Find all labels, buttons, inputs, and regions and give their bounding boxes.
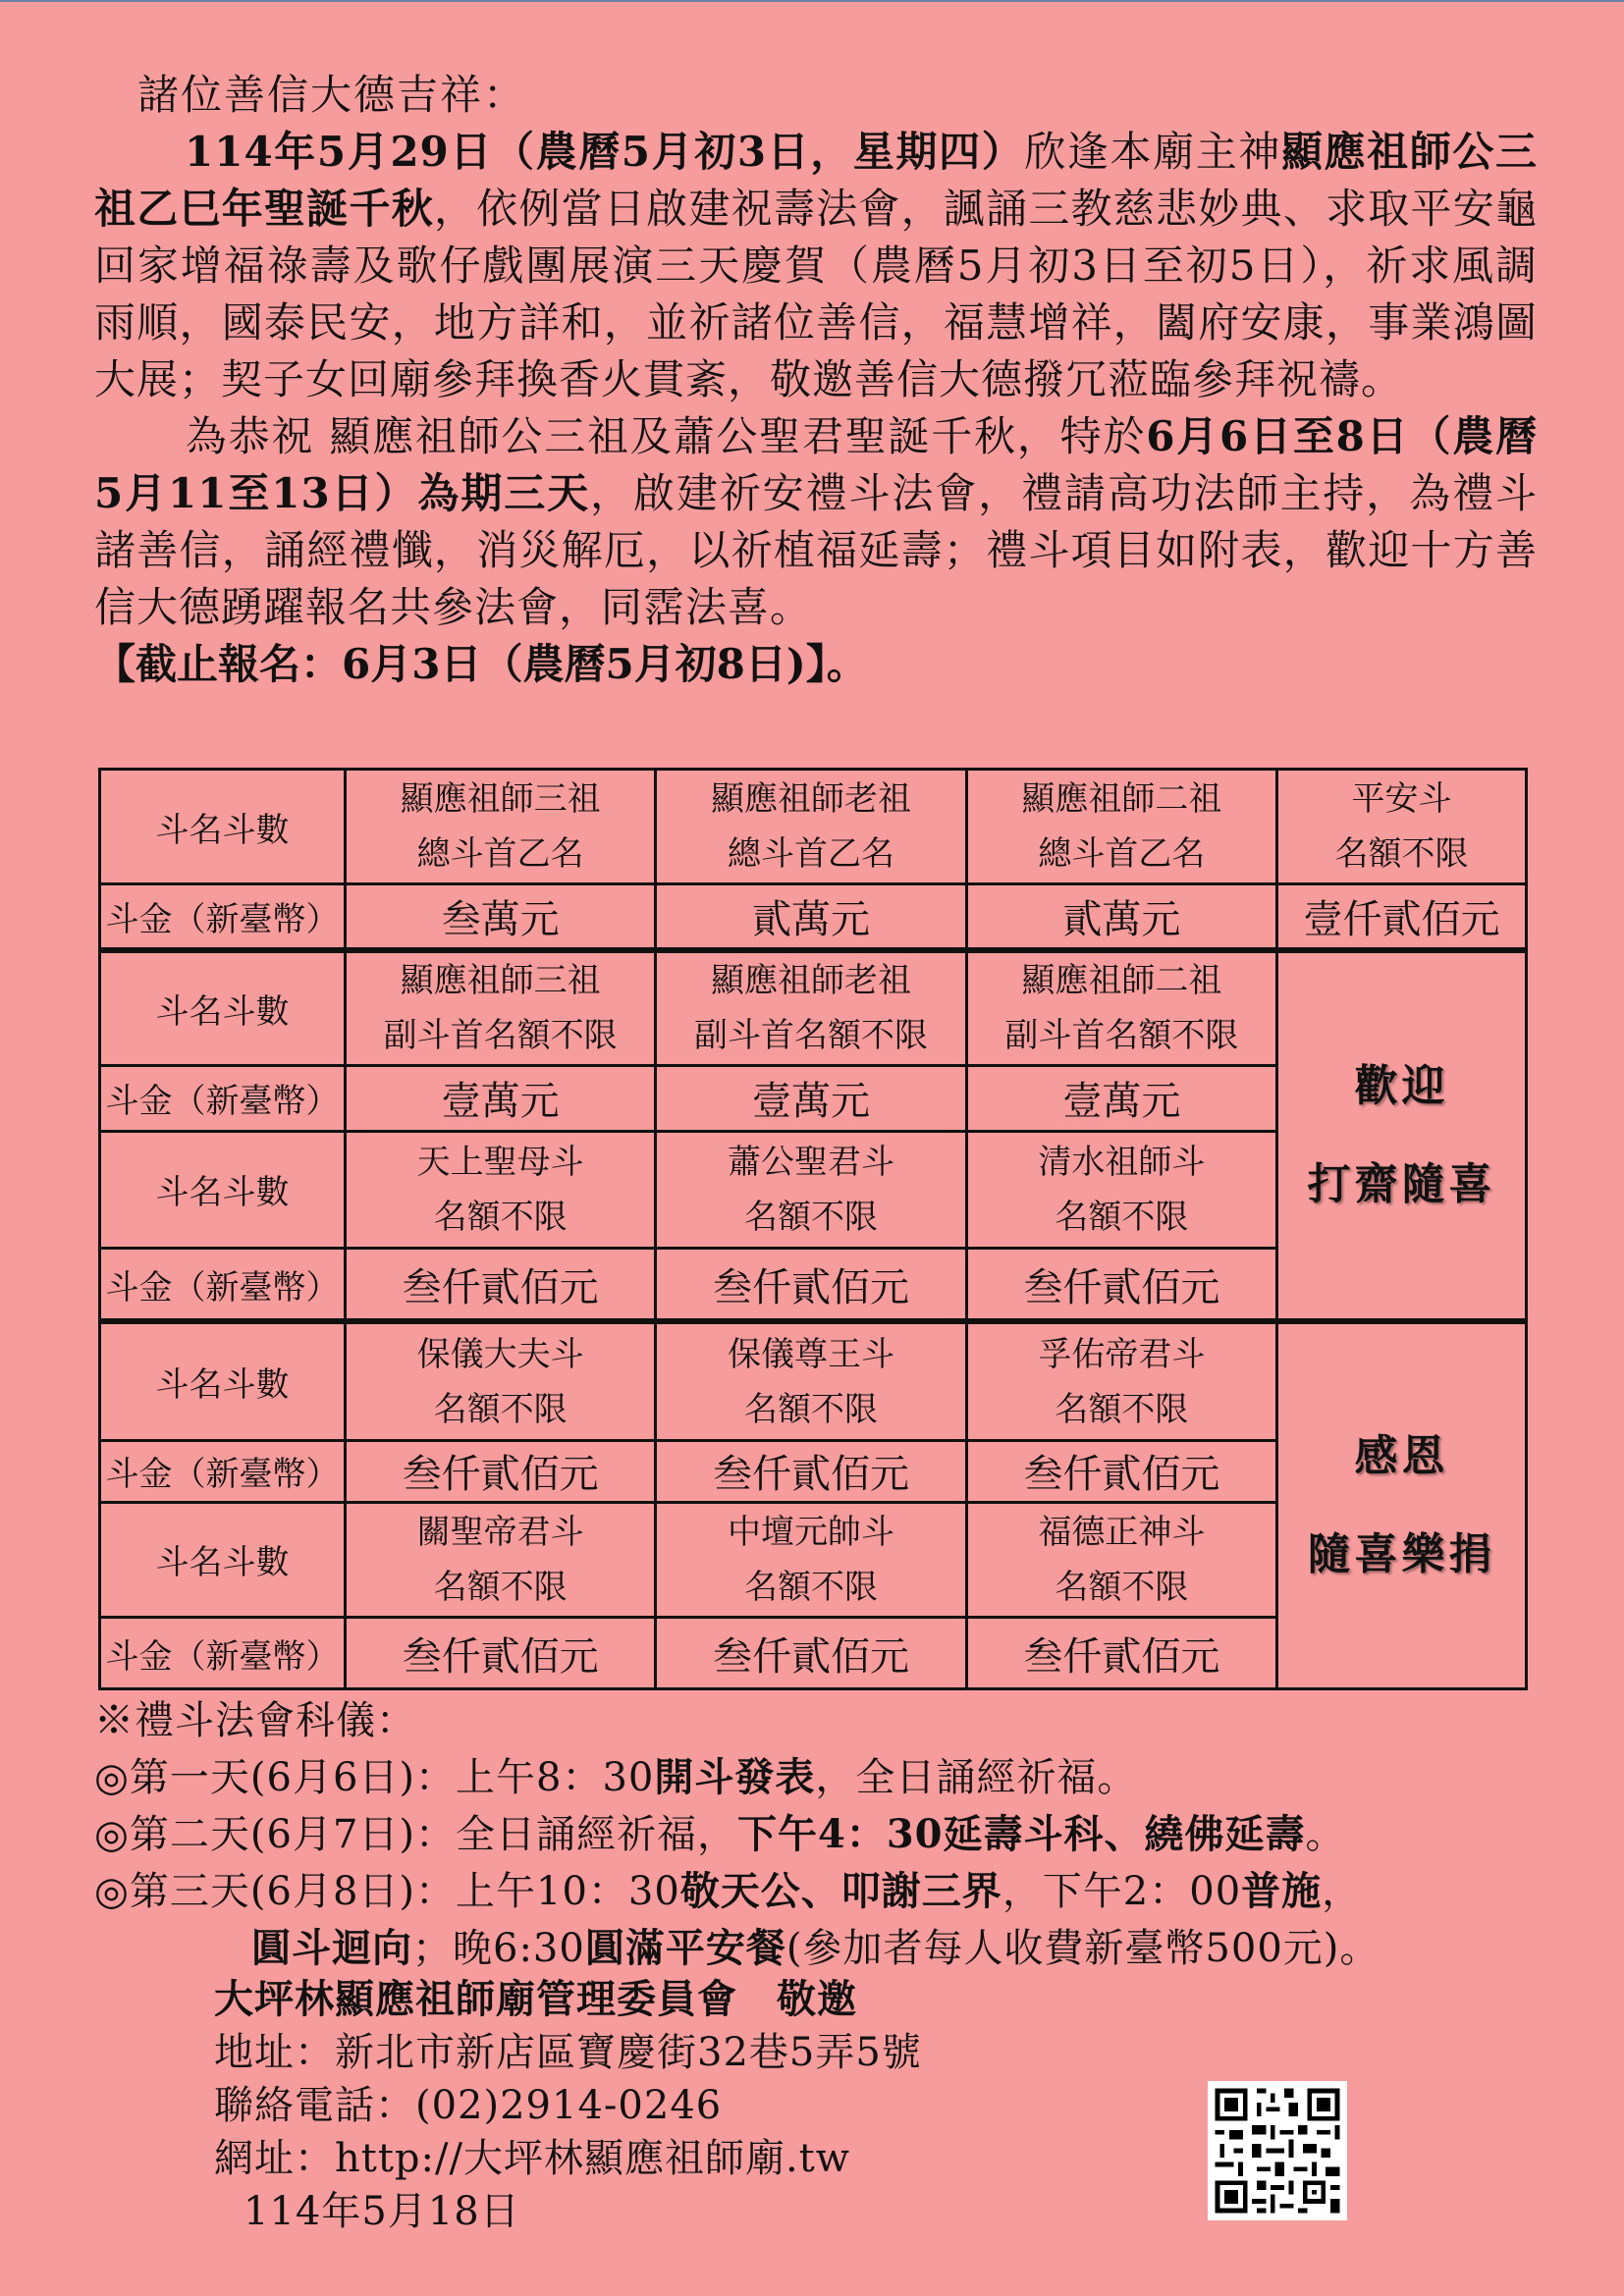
dou-fee: 叁仟貳佰元 [966,1441,1276,1503]
dou-fee: 貳萬元 [966,884,1276,950]
schedule-day3-cont: 圓斗迴向；晚6:30圓滿平安餐(參加者每人收費新臺幣500元)。 [251,1925,1380,1971]
table-row [100,1321,1527,1440]
top-border-line [0,0,1624,2]
organizer: 大坪林顯應祖師廟管理委員會 敬邀 [214,1976,857,2022]
dou-name: 蕭公聖君斗 名額不限 [656,1131,966,1248]
dou-name: 顯應祖師三祖 副斗首名額不限 [346,950,656,1066]
label-fee: 斗金（新臺幣） [100,884,346,950]
side-note-welcome: 歡迎 打齋隨喜 [1277,950,1527,1322]
greeting: 諸位善信大德吉祥： [137,71,527,119]
dou-name: 中壇元帥斗 名額不限 [656,1502,966,1617]
schedule-title: ※禮斗法會科儀： [94,1698,416,1743]
schedule-day2: ◎第二天(6月7日)：全日誦經祈福，下午4：30延壽斗科、繞佛延壽。 [94,1811,1346,1857]
dou-fee: 叁仟貳佰元 [346,1618,656,1689]
dou-fee: 壹萬元 [966,1065,1276,1131]
label-name: 斗名斗數 [100,950,346,1066]
table-row [100,770,1527,884]
dou-fee: 貳萬元 [656,884,966,950]
label-name: 斗名斗數 [100,1502,346,1617]
phone: 聯絡電話：(02)2914-0246 [214,2083,723,2128]
label-name: 斗名斗數 [100,1131,346,1248]
dou-fee-table [98,768,1528,1690]
website[interactable]: 網址：http://大坪林顯應祖師廟.tw [214,2136,850,2181]
dou-fee: 壹萬元 [346,1065,656,1131]
dou-fee: 叁仟貳佰元 [966,1618,1276,1689]
dou-name: 保儀大夫斗 名額不限 [346,1321,656,1440]
paragraph-ritual [94,408,1538,636]
paragraph-festival [94,124,1538,408]
dou-name: 保儀尊王斗 名額不限 [656,1321,966,1440]
ritual-schedule [94,1693,1547,1977]
label-fee: 斗金（新臺幣） [100,1618,346,1689]
label-fee: 斗金（新臺幣） [100,1441,346,1503]
dou-fee: 叁仟貳佰元 [346,1441,656,1503]
dou-name: 平安斗 名額不限 [1277,770,1527,884]
side-note-thanks: 感恩 隨喜樂捐 [1277,1321,1527,1688]
notice-body [94,67,1538,693]
dou-name: 顯應祖師二祖 總斗首乙名 [966,770,1276,884]
festival-text-a: 欣逢本廟主神 [1024,128,1281,176]
label-name: 斗名斗數 [100,770,346,884]
label-fee: 斗金（新臺幣） [100,1065,346,1131]
dou-name: 顯應祖師老祖 總斗首乙名 [656,770,966,884]
issue-date: 114年5月18日 [244,2189,520,2234]
dou-name: 顯應祖師三祖 總斗首乙名 [346,770,656,884]
dou-name: 關聖帝君斗 名額不限 [346,1502,656,1617]
dou-fee: 叁仟貳佰元 [656,1248,966,1321]
ritual-text-a: 為恭祝 顯應祖師公三祖及蕭公聖君聖誕千秋，特於 [185,412,1147,460]
dou-name: 福德正神斗 名額不限 [966,1502,1276,1617]
festival-date: 114年5月29日（農曆5月初3日，星期四） [185,128,1025,176]
address: 地址：新北市新店區寶慶街32巷5弄5號 [214,2030,922,2075]
footer [214,1973,922,2238]
dou-fee: 叁仟貳佰元 [656,1618,966,1689]
qr-code-icon[interactable] [1208,2081,1347,2220]
dou-name: 顯應祖師老祖 副斗首名額不限 [656,950,966,1066]
label-fee: 斗金（新臺幣） [100,1248,346,1321]
label-name: 斗名斗數 [100,1321,346,1440]
ritual-text-b: ，啟建祈安禮斗法會，禮請高功法師主持，為禮斗諸善信，誦經禮懺，消災解厄，以祈植福延壽；禮斗項目如附表，歡迎十方善信大德踴躍報名共參法會，同霑法喜。 [94,469,1538,631]
dou-name: 清水祖師斗 名額不限 [966,1131,1276,1248]
dou-fee: 壹仟貳佰元 [1277,884,1527,950]
dou-fee: 叁仟貳佰元 [346,1248,656,1321]
ritual-dates: 6月6日至8日（農曆5月11至13日）為期三天 [94,412,1539,517]
dou-name: 天上聖母斗 名額不限 [346,1131,656,1248]
dou-fee: 叁仟貳佰元 [656,1441,966,1503]
festival-text-b: ，依例當日啟建祝壽法會，諷誦三教慈悲妙典、求取平安龜回家增福祿壽及歌仔戲團展演三天慶賀（農曆5月初3日至初5日），祈求風調雨順，國泰民安，地方詳和，並祈諸位善信，福慧增祥，闔府安康，事業鴻圖大展；契子女回廟參拜換香火貫紊，敬邀善信大德撥冗蒞臨參拜祝禱。 [94,185,1538,403]
dou-fee: 叁萬元 [346,884,656,950]
dou-fee: 叁仟貳佰元 [966,1248,1276,1321]
dou-name: 顯應祖師二祖 副斗首名額不限 [966,950,1276,1066]
dou-fee: 壹萬元 [656,1065,966,1131]
schedule-day1: ◎第一天(6月6日)：上午8：30開斗發表，全日誦經祈福。 [94,1754,1138,1800]
dou-name: 孚佑帝君斗 名額不限 [966,1321,1276,1440]
registration-deadline: 【截止報名：6月3日（農曆5月初8日)】。 [94,640,868,688]
table-row [100,950,1527,1066]
schedule-day3: ◎第三天(6月8日)：上午10：30敬天公、叩謝三界，下午2：00普施， [94,1868,1363,1914]
deity-name: 顯應祖師公三祖乙巳年聖誕千秋 [94,128,1538,233]
table-row [100,884,1527,950]
